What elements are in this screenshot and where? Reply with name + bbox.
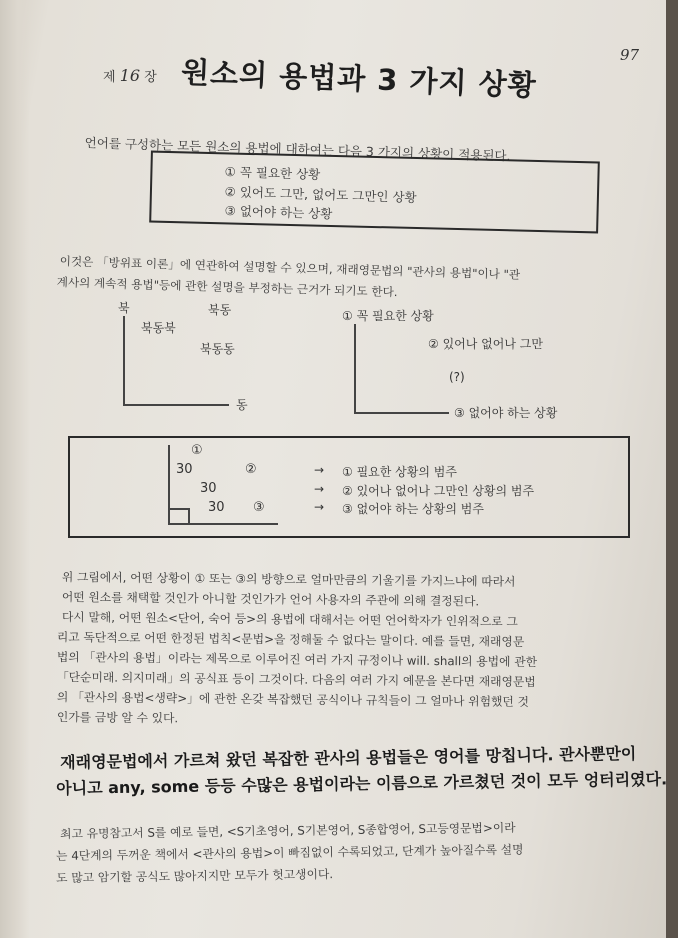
category-horizontal-line bbox=[168, 523, 278, 525]
intro-text: 언어를 구성하는 모든 원소의 용법에 대하여는 다음 3 가지의 상황이 적용된다. bbox=[84, 134, 511, 164]
chapter-label bbox=[103, 66, 157, 85]
situation-horizontal-axis bbox=[354, 412, 449, 414]
compass-ene: 북동동 bbox=[200, 342, 235, 356]
chapter-prefix: 제 bbox=[103, 70, 116, 85]
category-corner-top bbox=[168, 508, 188, 510]
para2-line-4: 리고 독단적으로 어떤 한정된 법칙<문법>을 정해둘 수 없다는 말이다. 예를 들면, 재래영문 bbox=[56, 629, 525, 649]
compass-east: 동 bbox=[236, 398, 248, 412]
emphasis-line-1: 재래영문법에서 가르쳐 왔던 복잡한 관사의 용법들은 영어를 망칩니다. 관사뿐만이 bbox=[60, 743, 637, 772]
page-right-edge bbox=[666, 0, 678, 938]
situation-2: ② 있어나 없어나 그만 bbox=[428, 337, 543, 351]
category-result-2: ② 있어나 없어나 그만인 상황의 범주 bbox=[342, 484, 535, 498]
chapter-title: 원소의 용법과 3 가지 상황 bbox=[180, 54, 538, 103]
arrow-3: → bbox=[314, 500, 325, 514]
para2-line-8: 인가를 금방 알 수 있다. bbox=[56, 709, 179, 726]
box1-item-1: ① 꼭 필요한 상황 bbox=[224, 163, 321, 182]
para2-line-5: 법의 「관사의 용법」이라는 제목으로 이루어진 여러 가지 규정이나 will. shall의 용법에 관한 bbox=[56, 649, 538, 670]
compass-north: 북 bbox=[118, 301, 130, 315]
category-circle-1: ① bbox=[191, 443, 203, 458]
category-result-1: ① 필요한 상황의 범주 bbox=[342, 465, 457, 479]
compass-vertical-axis bbox=[123, 316, 125, 404]
para2-line-6: 「단순미래. 의지미래」의 공식표 등이 그것이다. 다음의 여러 가지 예문을 본다면 재래영문법 bbox=[56, 669, 536, 690]
page-gutter-shadow bbox=[0, 0, 30, 938]
arrow-1: → bbox=[314, 463, 325, 477]
para3-line-2: 는 4단계의 두꺼운 책에서 <관사의 용법>이 빠짐없이 수록되었고, 단계가 높아질수록 설명 bbox=[56, 842, 524, 863]
para1-line-2: 계사의 계속적 용법"등에 관한 설명을 부정하는 근거가 되기도 한다. bbox=[56, 274, 398, 300]
chapter-suffix: 장 bbox=[144, 70, 157, 85]
category-vertical-line bbox=[168, 445, 170, 523]
page-number: 97 bbox=[620, 46, 640, 64]
situation-vertical-axis bbox=[354, 324, 356, 412]
para2-line-3: 다시 말해, 어떤 원소<단어, 숙어 등>의 용법에 대해서는 어떤 언어학자가 인위적으로 그 bbox=[61, 609, 518, 629]
situation-3: ③ 없어야 하는 상황 bbox=[454, 406, 558, 420]
para3-line-1: 최고 유명참고서 S를 예로 들면, <S기초영어, S기본영어, S종합영어, S고등영문법>이라 bbox=[60, 820, 516, 841]
category-corner-side bbox=[188, 508, 190, 523]
category-result-3: ③ 없어야 하는 상황의 범주 bbox=[342, 502, 484, 516]
box1-item-2: ② 있어도 그만, 없어도 그만인 상황 bbox=[224, 183, 417, 206]
box1-item-3: ③ 없어야 하는 상황 bbox=[224, 202, 333, 222]
category-angle-2: 30 bbox=[200, 481, 217, 496]
compass-nne: 북동북 bbox=[141, 321, 176, 335]
para2-line-2: 어떤 원소를 채택할 것인가 아니할 것인가가 언어 사용자의 주관에 의해 결정된다. bbox=[61, 589, 480, 609]
para2-line-7: 의 「관사의 용법<생략>」에 관한 온갖 복잡했던 공식이나 규칙들이 그 얼마나 위험했던 것 bbox=[56, 689, 530, 709]
category-circle-2: ② bbox=[245, 462, 257, 477]
compass-horizontal-axis bbox=[123, 404, 229, 406]
para1-line-1: 이것은 「방위표 이론」에 연관하여 설명할 수 있으며, 재래영문법의 "관사의 용법"이나 "관 bbox=[59, 253, 521, 282]
category-angle-1: 30 bbox=[176, 462, 193, 477]
category-circle-3: ③ bbox=[253, 500, 265, 515]
compass-northeast: 북동 bbox=[208, 303, 232, 317]
para2-line-1: 위 그림에서, 어떤 상황이 ① 또는 ③의 방향으로 얼마만큼의 기울기를 가지느냐에 따라서 bbox=[61, 569, 516, 589]
situation-question: (?) bbox=[449, 370, 465, 384]
situation-1: ① 꼭 필요한 상황 bbox=[342, 309, 434, 323]
emphasis-line-2: 아니고 any, some 등등 수많은 용법이라는 이름으로 가르쳤던 것이 모두 엉터리였다. bbox=[56, 769, 668, 798]
category-angle-3: 30 bbox=[208, 500, 225, 515]
arrow-2: → bbox=[314, 482, 325, 496]
para3-line-3: 도 많고 암기할 공식도 많아지지만 모두가 헛고생이다. bbox=[56, 867, 334, 885]
chapter-number: 16 bbox=[119, 66, 141, 85]
